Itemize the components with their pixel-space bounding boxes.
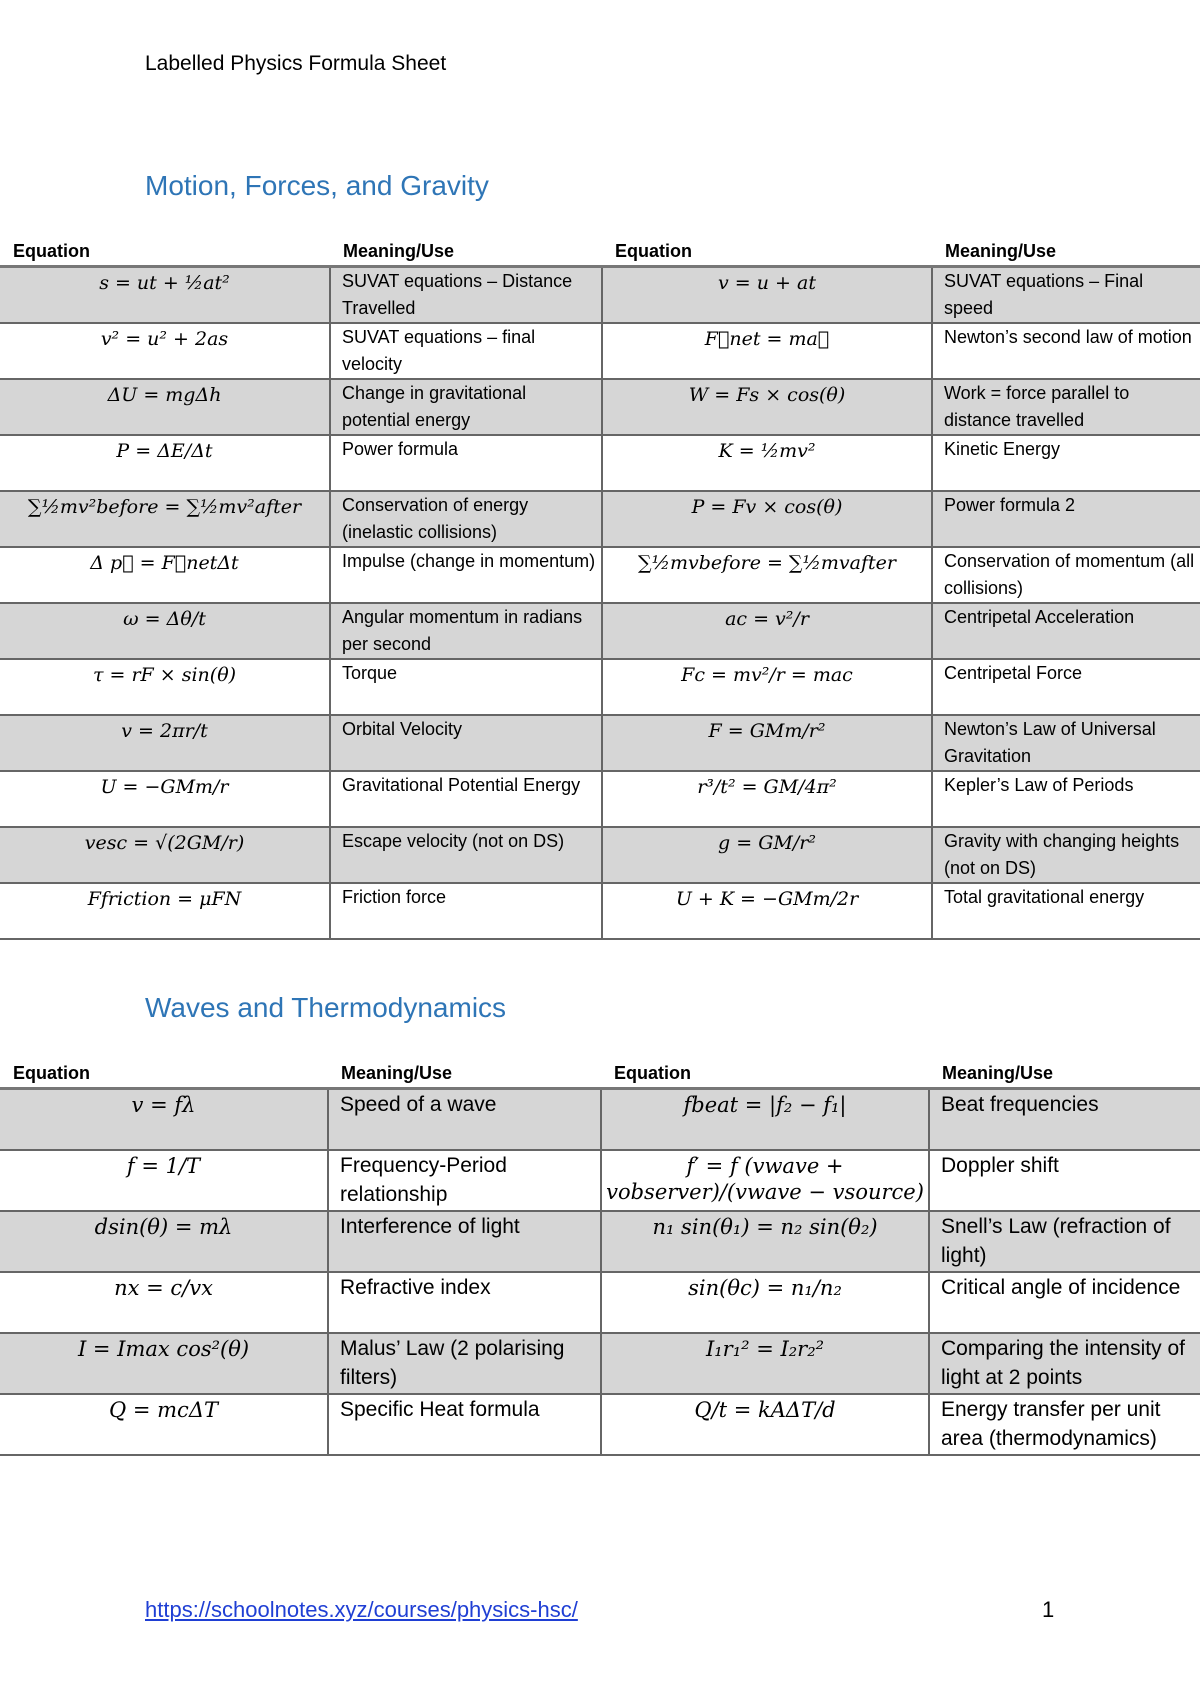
equation-cell: ω = Δθ/t [0, 603, 330, 659]
course-link[interactable]: https://schoolnotes.xyz/courses/physics-hsc/ [145, 1597, 578, 1622]
table-header-row [0, 240, 1200, 267]
meaning-cell: Power formula [330, 435, 602, 491]
meaning-cell: Conservation of momentum (all collisions) [932, 547, 1200, 603]
document-header: Labelled Physics Formula Sheet [145, 52, 447, 75]
section-title-motion: Motion, Forces, and Gravity [145, 170, 489, 201]
equation-cell: sin(θc) = n₁/n₂ [601, 1272, 929, 1333]
table-row [0, 715, 1200, 771]
meaning-cell: Angular momentum in radians per second [330, 603, 602, 659]
meaning-cell: Beat frequencies [929, 1089, 1200, 1151]
equation-cell: ∑½mv²before = ∑½mv²after [0, 491, 330, 547]
equation-cell: Fc = mv²/r = mac [602, 659, 932, 715]
table-row [0, 603, 1200, 659]
equation-cell: f = 1/T [0, 1150, 328, 1211]
meaning-cell: Impulse (change in momentum) [330, 547, 602, 603]
table-row [0, 547, 1200, 603]
meaning-cell: Friction force [330, 883, 602, 939]
equation-cell: fbeat = |f₂ − f₁| [601, 1089, 929, 1151]
equation-cell: s = ut + ½at² [0, 267, 330, 324]
meaning-cell: Newton’s Law of Universal Gravitation [932, 715, 1200, 771]
table-row [0, 323, 1200, 379]
meaning-cell: Critical angle of incidence [929, 1272, 1200, 1333]
column-header-meaning: Meaning/Use [330, 240, 602, 267]
meaning-cell: Energy transfer per unit area (thermodynamics) [929, 1394, 1200, 1455]
meaning-cell: Gravitational Potential Energy [330, 771, 602, 827]
page-number: 1 [1042, 1597, 1055, 1622]
table-row [0, 1333, 1200, 1394]
equation-cell: K = ½mv² [602, 435, 932, 491]
table-row [0, 659, 1200, 715]
table-row [0, 1089, 1200, 1151]
column-header-equation: Equation [602, 240, 932, 267]
meaning-cell: Power formula 2 [932, 491, 1200, 547]
table-row [0, 1394, 1200, 1455]
equation-cell: F⃗net = ma⃗ [602, 323, 932, 379]
table-row [0, 1150, 1200, 1211]
meaning-cell: Snell’s Law (refraction of light) [929, 1211, 1200, 1272]
motion-formula-table [0, 240, 1200, 940]
meaning-cell: Centripetal Acceleration [932, 603, 1200, 659]
equation-cell: ΔU = mgΔh [0, 379, 330, 435]
meaning-cell: Conservation of energy (inelastic collisions) [330, 491, 602, 547]
equation-cell: v = fλ [0, 1089, 328, 1151]
equation-cell: F = GMm/r² [602, 715, 932, 771]
column-header-meaning: Meaning/Use [932, 240, 1200, 267]
equation-cell: nx = c/vx [0, 1272, 328, 1333]
table-row [0, 379, 1200, 435]
equation-cell: P = Fv × cos(θ) [602, 491, 932, 547]
meaning-cell: Total gravitational energy [932, 883, 1200, 939]
meaning-cell: Escape velocity (not on DS) [330, 827, 602, 883]
equation-cell: v = u + at [602, 267, 932, 324]
equation-cell: f′ = f (vwave + vobserver)/(vwave − vsource) [601, 1150, 929, 1211]
equation-cell: ∑½mvbefore = ∑½mvafter [602, 547, 932, 603]
equation-cell: r³/t² = GM/4π² [602, 771, 932, 827]
meaning-cell: Centripetal Force [932, 659, 1200, 715]
meaning-cell: Speed of a wave [328, 1089, 601, 1151]
meaning-cell: Interference of light [328, 1211, 601, 1272]
table-row [0, 1211, 1200, 1272]
equation-cell: Ffriction = μFN [0, 883, 330, 939]
equation-cell: ac = v²/r [602, 603, 932, 659]
table-row [0, 491, 1200, 547]
meaning-cell: Malus’ Law (2 polarising filters) [328, 1333, 601, 1394]
equation-cell: vesc = √(2GM/r) [0, 827, 330, 883]
meaning-cell: Gravity with changing heights (not on DS) [932, 827, 1200, 883]
equation-cell: dsin(θ) = mλ [0, 1211, 328, 1272]
equation-cell: U = −GMm/r [0, 771, 330, 827]
meaning-cell: Torque [330, 659, 602, 715]
meaning-cell: Refractive index [328, 1272, 601, 1333]
column-header-equation: Equation [0, 240, 330, 267]
table-header-row [0, 1062, 1200, 1089]
equation-cell: P = ΔE/Δt [0, 435, 330, 491]
equation-cell: I = Imax cos²(θ) [0, 1333, 328, 1394]
meaning-cell: Comparing the intensity of light at 2 points [929, 1333, 1200, 1394]
column-header-meaning: Meaning/Use [328, 1062, 601, 1089]
equation-cell: Q/t = kAΔT/d [601, 1394, 929, 1455]
equation-cell: τ = rF × sin(θ) [0, 659, 330, 715]
meaning-cell: SUVAT equations – final velocity [330, 323, 602, 379]
equation-cell: W = Fs × cos(θ) [602, 379, 932, 435]
equation-cell: Q = mcΔT [0, 1394, 328, 1455]
table-row [0, 827, 1200, 883]
meaning-cell: Frequency-Period relationship [328, 1150, 601, 1211]
equation-cell: U + K = −GMm/2r [602, 883, 932, 939]
equation-cell: v = 2πr/t [0, 715, 330, 771]
equation-cell: Δ p⃗ = F⃗netΔt [0, 547, 330, 603]
column-header-equation: Equation [601, 1062, 929, 1089]
table-row [0, 883, 1200, 939]
meaning-cell: Work = force parallel to distance travelled [932, 379, 1200, 435]
equation-cell: v² = u² + 2as [0, 323, 330, 379]
meaning-cell: SUVAT equations – Final speed [932, 267, 1200, 324]
table-row [0, 435, 1200, 491]
meaning-cell: Change in gravitational potential energy [330, 379, 602, 435]
meaning-cell: Orbital Velocity [330, 715, 602, 771]
meaning-cell: SUVAT equations – Distance Travelled [330, 267, 602, 324]
table-row [0, 1272, 1200, 1333]
table-row [0, 771, 1200, 827]
waves-formula-table [0, 1062, 1200, 1456]
meaning-cell: Specific Heat formula [328, 1394, 601, 1455]
column-header-equation: Equation [0, 1062, 328, 1089]
meaning-cell: Kepler’s Law of Periods [932, 771, 1200, 827]
column-header-meaning: Meaning/Use [929, 1062, 1200, 1089]
table-row [0, 267, 1200, 324]
section-title-waves: Waves and Thermodynamics [145, 992, 507, 1023]
meaning-cell: Newton’s second law of motion [932, 323, 1200, 379]
meaning-cell: Kinetic Energy [932, 435, 1200, 491]
meaning-cell: Doppler shift [929, 1150, 1200, 1211]
equation-cell: g = GM/r² [602, 827, 932, 883]
equation-cell: n₁ sin(θ₁) = n₂ sin(θ₂) [601, 1211, 929, 1272]
equation-cell: I₁r₁² = I₂r₂² [601, 1333, 929, 1394]
